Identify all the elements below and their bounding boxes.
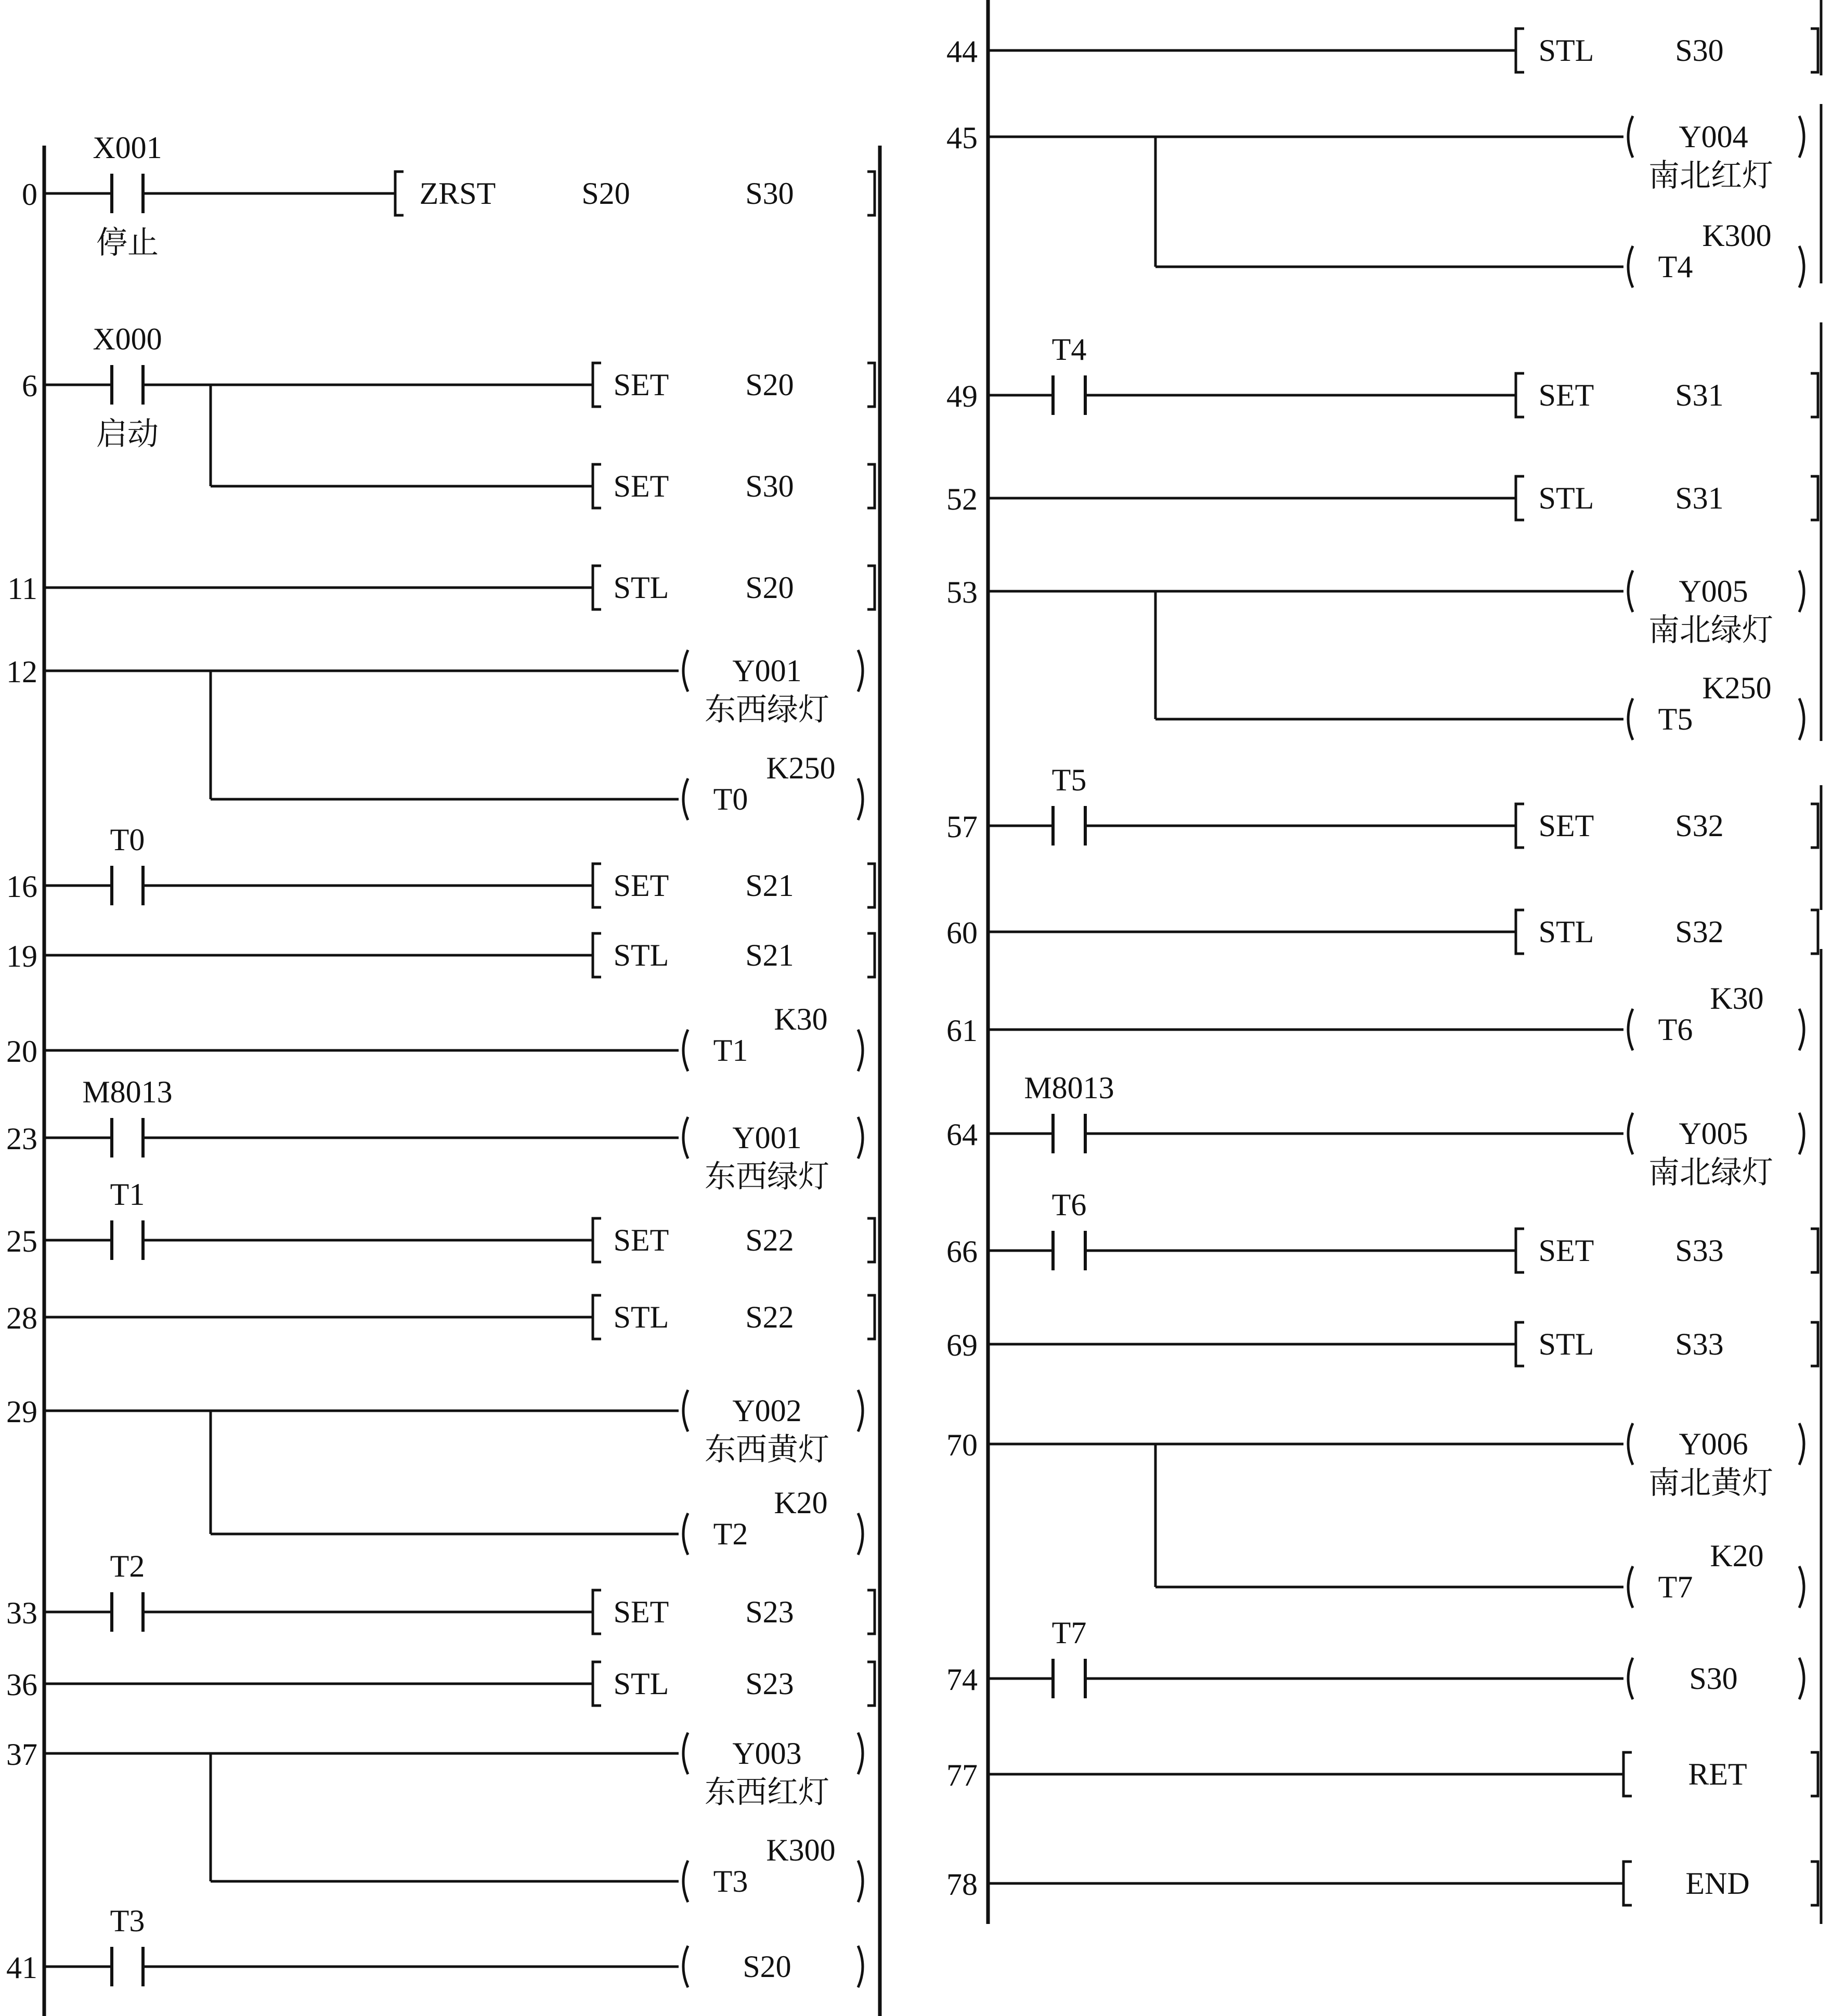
step-number: 49: [946, 379, 978, 413]
step-number: 25: [6, 1224, 37, 1258]
instruction-box-open: [593, 464, 601, 508]
instruction-arg: S21: [745, 868, 794, 903]
coil-note: 东西绿灯: [705, 1160, 829, 1194]
contact-label: M8013: [82, 1075, 173, 1109]
instruction-arg: S20: [745, 570, 794, 605]
contact-label: T4: [1051, 332, 1087, 367]
instruction-arg: S22: [745, 1300, 794, 1334]
coil-label: T0: [713, 782, 748, 816]
step-number: 53: [946, 575, 978, 609]
instruction-box-close: [1811, 1752, 1818, 1796]
instruction-op: STL: [1538, 33, 1594, 68]
coil-open-arc: [1628, 1566, 1633, 1608]
coil-close-arc: [1799, 116, 1804, 158]
instruction-arg: S23: [745, 1667, 794, 1701]
right-rung: [946, 29, 1818, 72]
contact-label: T3: [110, 1904, 145, 1938]
coil-label: T3: [713, 1864, 748, 1898]
right-rung: [946, 1322, 1818, 1366]
instruction-arg: S30: [745, 469, 794, 503]
instruction-arg: S32: [1675, 915, 1724, 949]
instruction-arg: S33: [1675, 1233, 1724, 1268]
step-number: 52: [946, 482, 978, 516]
right-rung: [946, 763, 1818, 848]
instruction-op: RET: [1688, 1757, 1747, 1791]
instruction-op: SET: [613, 469, 669, 503]
instruction-box-open: [395, 172, 404, 215]
instruction-op: SET: [1538, 809, 1594, 843]
left-rung: [6, 823, 875, 907]
instruction-box-open: [593, 566, 601, 609]
coil-note: 东西黄灯: [705, 1433, 829, 1467]
step-number: 12: [6, 655, 37, 689]
instruction-arg: S33: [1675, 1327, 1724, 1361]
instruction-box-close: [867, 1295, 875, 1339]
coil-label: Y005: [1679, 1116, 1748, 1151]
instruction-arg: S20: [745, 368, 794, 402]
instruction-box-open: [593, 933, 601, 977]
instruction-arg: S30: [745, 176, 794, 211]
instruction-arg: S32: [1675, 809, 1724, 843]
coil-close-arc: [858, 1390, 863, 1432]
instruction-arg: S30: [1675, 33, 1724, 68]
instruction-box-close: [867, 566, 875, 609]
coil-open-arc: [683, 1733, 688, 1774]
step-number: 37: [6, 1737, 37, 1772]
step-number: 44: [946, 34, 978, 69]
step-number: 57: [946, 810, 978, 844]
coil-close-arc: [858, 778, 863, 820]
instruction-op: STL: [613, 1667, 669, 1701]
instruction-box-close: [867, 464, 875, 508]
contact-note: 停止: [96, 226, 159, 260]
instruction-op: STL: [1538, 915, 1594, 949]
instruction-op: ZRST: [419, 176, 496, 211]
coil-open-arc: [1628, 1658, 1633, 1699]
instruction-op: SET: [613, 1595, 669, 1629]
step-number: 77: [946, 1758, 978, 1792]
instruction-arg: S21: [745, 938, 794, 972]
coil-close-arc: [1799, 570, 1804, 612]
coil-note: 南北绿灯: [1648, 1155, 1773, 1190]
right-rung: [946, 1071, 1804, 1190]
coil-open-arc: [683, 778, 688, 820]
coil-label: S30: [1689, 1661, 1738, 1696]
step-number: 45: [946, 121, 978, 155]
instruction-box-open: [593, 363, 601, 407]
coil-close-arc: [1799, 1658, 1804, 1699]
coil-label: Y004: [1679, 120, 1748, 154]
coil-close-arc: [1799, 1423, 1804, 1465]
instruction-box-close: [1811, 476, 1818, 520]
coil-label: T2: [713, 1517, 748, 1551]
coil-open-arc: [1628, 570, 1633, 612]
contact-label: T6: [1051, 1188, 1087, 1222]
timer-constant: K20: [1710, 1539, 1764, 1573]
coil-note: 南北绿灯: [1648, 613, 1773, 647]
coil-label: Y001: [732, 1121, 802, 1155]
step-number: 0: [22, 177, 37, 212]
step-number: 23: [6, 1122, 37, 1156]
instruction-op: STL: [1538, 1327, 1594, 1361]
coil-open-arc: [1628, 1113, 1633, 1154]
instruction-op: STL: [613, 570, 669, 605]
instruction-box-close: [867, 363, 875, 407]
coil-open-arc: [683, 650, 688, 692]
contact-label: T0: [110, 823, 145, 857]
left-rung: [6, 1662, 875, 1706]
coil-open-arc: [1628, 116, 1633, 158]
timer-constant: K20: [774, 1486, 828, 1520]
contact-label: M8013: [1024, 1071, 1114, 1105]
step-number: 64: [946, 1117, 978, 1152]
timer-constant: K30: [774, 1002, 828, 1036]
instruction-op: SET: [613, 1223, 669, 1257]
step-number: 29: [6, 1395, 37, 1429]
left-rung: [211, 385, 875, 508]
instruction-box-open: [1516, 476, 1524, 520]
coil-open-arc: [1628, 1423, 1633, 1465]
coil-close-arc: [1799, 246, 1804, 288]
coil-open-arc: [1628, 246, 1633, 288]
timer-constant: K30: [1710, 981, 1764, 1016]
instruction-arg: S31: [1675, 481, 1724, 515]
instruction-box-close: [867, 864, 875, 907]
coil-close-arc: [1799, 1566, 1804, 1608]
coil-close-arc: [858, 1861, 863, 1902]
instruction-box-close: [867, 172, 875, 215]
instruction-op: SET: [1538, 1233, 1594, 1268]
instruction-box-close: [867, 1590, 875, 1634]
coil-label: Y002: [732, 1394, 802, 1428]
step-number: 6: [22, 369, 37, 403]
timer-constant: K300: [766, 1833, 836, 1867]
instruction-box-close: [1811, 29, 1818, 72]
right-rung: [946, 1862, 1818, 1905]
instruction-op: STL: [613, 938, 669, 972]
coil-close-arc: [1799, 1113, 1804, 1154]
left-rung: [6, 650, 863, 727]
right-rung: [946, 910, 1818, 954]
step-number: 69: [946, 1328, 978, 1362]
step-number: 16: [6, 869, 37, 904]
left-rung: [22, 131, 875, 260]
step-number: 28: [6, 1301, 37, 1335]
instruction-box-close: [1811, 804, 1818, 848]
contact-label: X001: [93, 131, 162, 165]
coil-open-arc: [1628, 1009, 1633, 1050]
instruction-box-close: [867, 1662, 875, 1706]
instruction-box-close: [1811, 373, 1818, 417]
instruction-box-open: [593, 1590, 601, 1634]
coil-label: Y001: [732, 654, 802, 688]
coil-label: T6: [1658, 1012, 1693, 1047]
instruction-box-open: [1516, 373, 1524, 417]
left-rung: [6, 1733, 863, 1810]
contact-note: 启动: [96, 417, 159, 451]
contact-label: T1: [110, 1177, 145, 1212]
coil-open-arc: [683, 1390, 688, 1432]
coil-note: 南北黄灯: [1648, 1466, 1773, 1500]
coil-close-arc: [1799, 698, 1804, 740]
instruction-arg: S23: [745, 1595, 794, 1629]
left-rung: [6, 1549, 875, 1634]
step-number: 61: [946, 1013, 978, 1048]
instruction-box-close: [1811, 1322, 1818, 1366]
coil-label: Y005: [1679, 574, 1748, 608]
instruction-op: STL: [1538, 481, 1594, 515]
step-number: 36: [6, 1668, 37, 1702]
instruction-box-open: [1623, 1752, 1632, 1796]
coil-open-arc: [683, 1513, 688, 1555]
coil-close-arc: [858, 1733, 863, 1774]
instruction-arg: S20: [581, 176, 630, 211]
left-rung: [6, 1075, 863, 1194]
instruction-box-open: [593, 1662, 601, 1706]
instruction-op: SET: [1538, 378, 1594, 412]
coil-close-arc: [858, 1117, 863, 1159]
coil-open-arc: [683, 1030, 688, 1071]
right-rung: [946, 1752, 1818, 1796]
timer-constant: K250: [766, 751, 836, 785]
coil-close-arc: [858, 1513, 863, 1555]
coil-note: 东西红灯: [705, 1775, 829, 1810]
instruction-box-open: [1516, 1322, 1524, 1366]
step-number: 33: [6, 1596, 37, 1630]
right-rung: [946, 981, 1804, 1050]
instruction-box-open: [593, 864, 601, 907]
instruction-box-close: [1811, 1862, 1818, 1905]
right-rung: [946, 570, 1804, 647]
coil-label: T7: [1658, 1570, 1693, 1604]
instruction-box-close: [867, 933, 875, 977]
coil-label: T1: [713, 1033, 748, 1068]
coil-label: T5: [1658, 702, 1693, 736]
instruction-op: STL: [613, 1300, 669, 1334]
instruction-arg: S22: [745, 1223, 794, 1257]
contact-label: X000: [93, 322, 162, 356]
contact-label: T2: [110, 1549, 145, 1583]
coil-open-arc: [1628, 698, 1633, 740]
instruction-op: END: [1685, 1866, 1750, 1901]
contact-label: T5: [1051, 763, 1087, 797]
coil-close-arc: [858, 1030, 863, 1071]
left-rung: [22, 322, 875, 451]
right-rung: [946, 1423, 1804, 1500]
right-rung: [946, 116, 1804, 193]
left-rung: [6, 1904, 863, 1987]
coil-open-arc: [683, 1117, 688, 1159]
step-number: 70: [946, 1428, 978, 1462]
coil-close-arc: [858, 1946, 863, 1987]
timer-constant: K250: [1702, 671, 1772, 705]
instruction-op: SET: [613, 368, 669, 402]
step-number: 41: [6, 1950, 37, 1985]
coil-open-arc: [683, 1946, 688, 1987]
instruction-box-open: [1516, 804, 1524, 848]
step-number: 78: [946, 1867, 978, 1902]
instruction-box-open: [1516, 1229, 1524, 1272]
coil-label: T4: [1658, 250, 1693, 284]
coil-close-arc: [858, 650, 863, 692]
instruction-op: SET: [613, 868, 669, 903]
coil-note: 南北红灯: [1648, 159, 1773, 193]
left-rung: [6, 1390, 863, 1467]
step-number: 60: [946, 916, 978, 950]
step-number: 19: [6, 939, 37, 973]
step-number: 20: [6, 1034, 37, 1069]
instruction-box-close: [867, 1218, 875, 1262]
coil-label: Y006: [1679, 1427, 1748, 1461]
coil-open-arc: [683, 1861, 688, 1902]
instruction-box-open: [1623, 1862, 1632, 1905]
instruction-arg: S31: [1675, 378, 1724, 412]
coil-label: S20: [743, 1949, 791, 1984]
left-rung: [6, 933, 875, 977]
instruction-box-open: [1516, 29, 1524, 72]
left-rung: [7, 566, 875, 609]
coil-label: Y003: [732, 1736, 802, 1771]
right-rung: [946, 476, 1818, 520]
coil-close-arc: [1799, 1009, 1804, 1050]
instruction-box-close: [1811, 1229, 1818, 1272]
coil-note: 东西绿灯: [705, 693, 829, 727]
instruction-box-open: [1516, 910, 1524, 954]
step-number: 66: [946, 1234, 978, 1269]
instruction-box-open: [593, 1295, 601, 1339]
step-number: 11: [7, 571, 37, 606]
timer-constant: K300: [1702, 218, 1772, 253]
right-rung: [946, 332, 1818, 417]
instruction-box-open: [593, 1218, 601, 1262]
right-rung: [946, 1616, 1804, 1699]
right-rung: [946, 1188, 1818, 1272]
left-rung: [6, 1295, 875, 1339]
contact-label: T7: [1051, 1616, 1087, 1650]
instruction-box-close: [1811, 910, 1818, 954]
step-number: 74: [946, 1662, 978, 1697]
left-rung: [6, 1002, 863, 1071]
